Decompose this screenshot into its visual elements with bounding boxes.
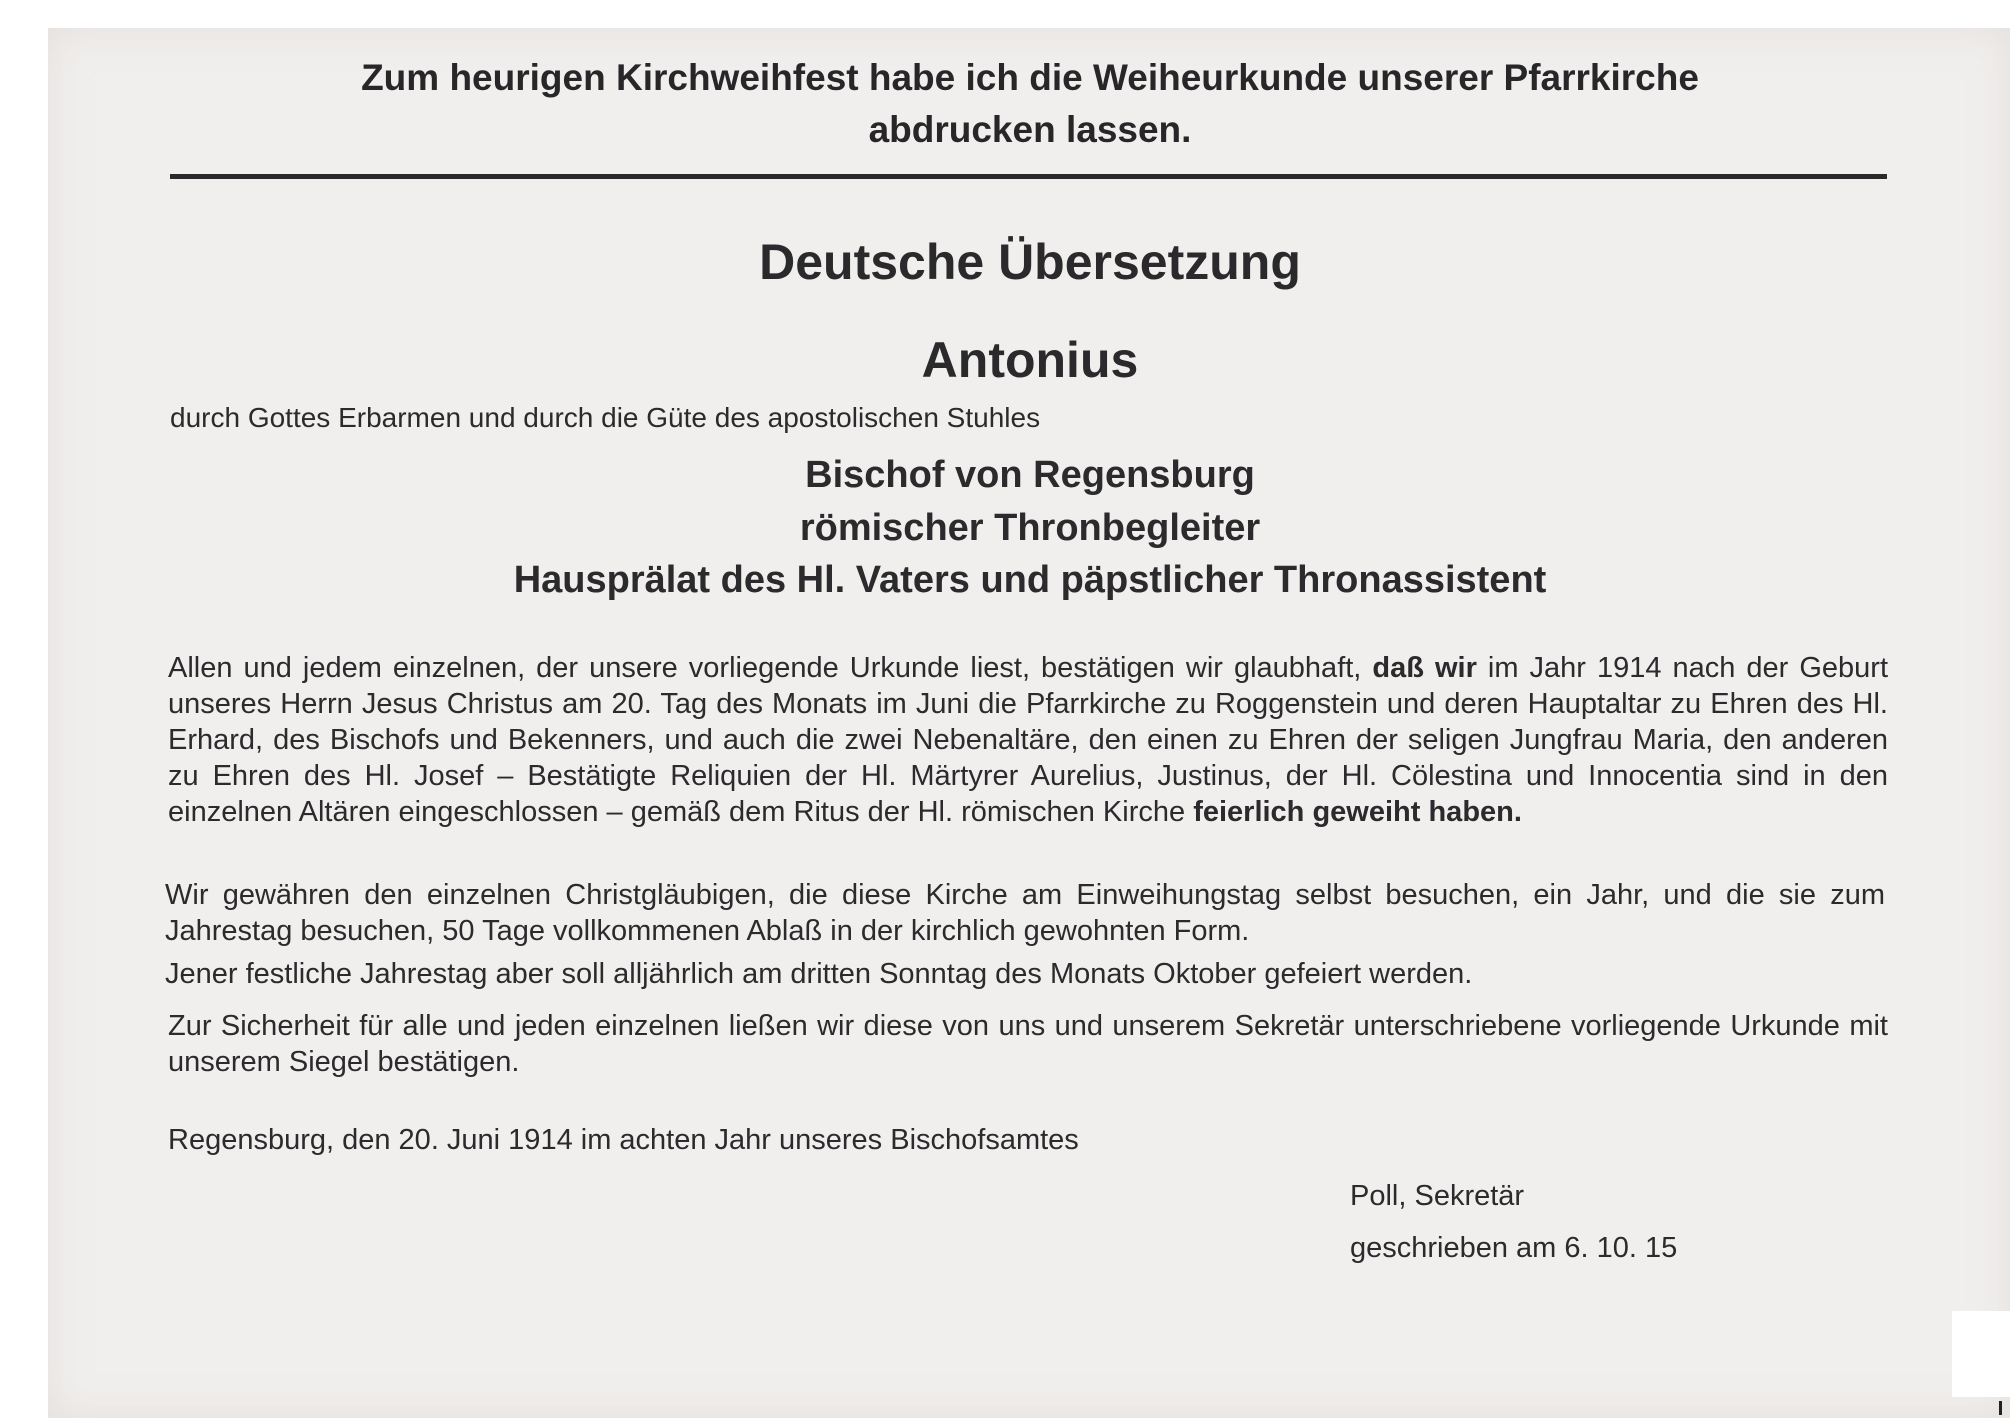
secretary-signature: Poll, Sekretär — [1350, 1180, 1525, 1212]
divider-rule — [170, 174, 1887, 179]
paragraph-seal: Zur Sicherheit für alle und jeden einzelnen ließen wir diese von uns und unserem Sekretär unterschriebene vorliegende Urkunde mit unserem Siegel bestätigen. — [168, 1010, 1888, 1078]
translation-heading: Deutsche Übersetzung — [759, 234, 1301, 290]
bishop-name: Antonius — [921, 332, 1139, 388]
notice-header — [170, 52, 1890, 156]
title-house-prelate: Hausprälat des Hl. Vaters und päpstlicher Thronassistent — [513, 559, 1547, 601]
notice-line-2: abdrucken lassen. — [868, 109, 1192, 150]
scan-mark — [1999, 1401, 2002, 1415]
intro-line: durch Gottes Erbarmen und durch die Güte des apostolischen Stuhles — [170, 402, 1041, 433]
paragraph-consecration-bold2: feierlich geweiht haben. — [1193, 796, 1522, 828]
paragraph-consecration-bold1: daß wir — [1372, 652, 1477, 684]
paragraph-consecration-part1: Allen und jedem einzelnen, der unsere vorliegende Urkunde liest, bestätigen wir glaubhaft, — [168, 652, 1373, 684]
paragraph-anniversary: Jener festliche Jahrestag aber soll alljährlich am dritten Sonntag des Monats Oktober gefeiert werden. — [165, 958, 1473, 990]
title-throne-companion: römischer Thronbegleiter — [799, 507, 1261, 549]
paragraph-consecration — [168, 650, 1888, 830]
notice-line-1: Zum heurigen Kirchweihfest habe ich die Weiheurkunde unserer Pfarrkirche — [361, 57, 1699, 98]
paragraph-consecration-part2: im Jahr 1914 nach der Geburt unseres Herrn Jesus Christus am 20. Tag des Monats im Juni die Pfarrkirche zu Roggenstein und deren Hauptaltar zu Ehren des Hl. Erhard, des Bischofs und Bekenners, und auch die zwei Nebenaltäre, den einen zu Ehren der seligen Jungfrau Maria, den anderen zu Ehren des Hl. Josef – Bestätigte Reliquien der Hl. Märtyrer Aurelius, Justinus, der Hl. Cölestina und Innocentia sind in den einzelnen Altären eingeschlossen – gemäß dem Ritus der Hl. römischen Kirche — [168, 652, 1889, 828]
place-date: Regensburg, den 20. Juni 1914 im achten Jahr unseres Bischofsamtes — [168, 1124, 1079, 1156]
written-date: geschrieben am 6. 10. 15 — [1350, 1232, 1678, 1264]
scan-border — [1952, 1311, 2010, 1397]
title-bishop: Bischof von Regensburg — [805, 454, 1255, 496]
paragraph-indulgence: Wir gewähren den einzelnen Christgläubigen, die diese Kirche am Einweihungstag selbst besuchen, ein Jahr, und die sie zum Jahrestag besuchen, 50 Tage vollkommenen Ablaß in der kirchlich gewohnten Form. — [165, 879, 1885, 947]
